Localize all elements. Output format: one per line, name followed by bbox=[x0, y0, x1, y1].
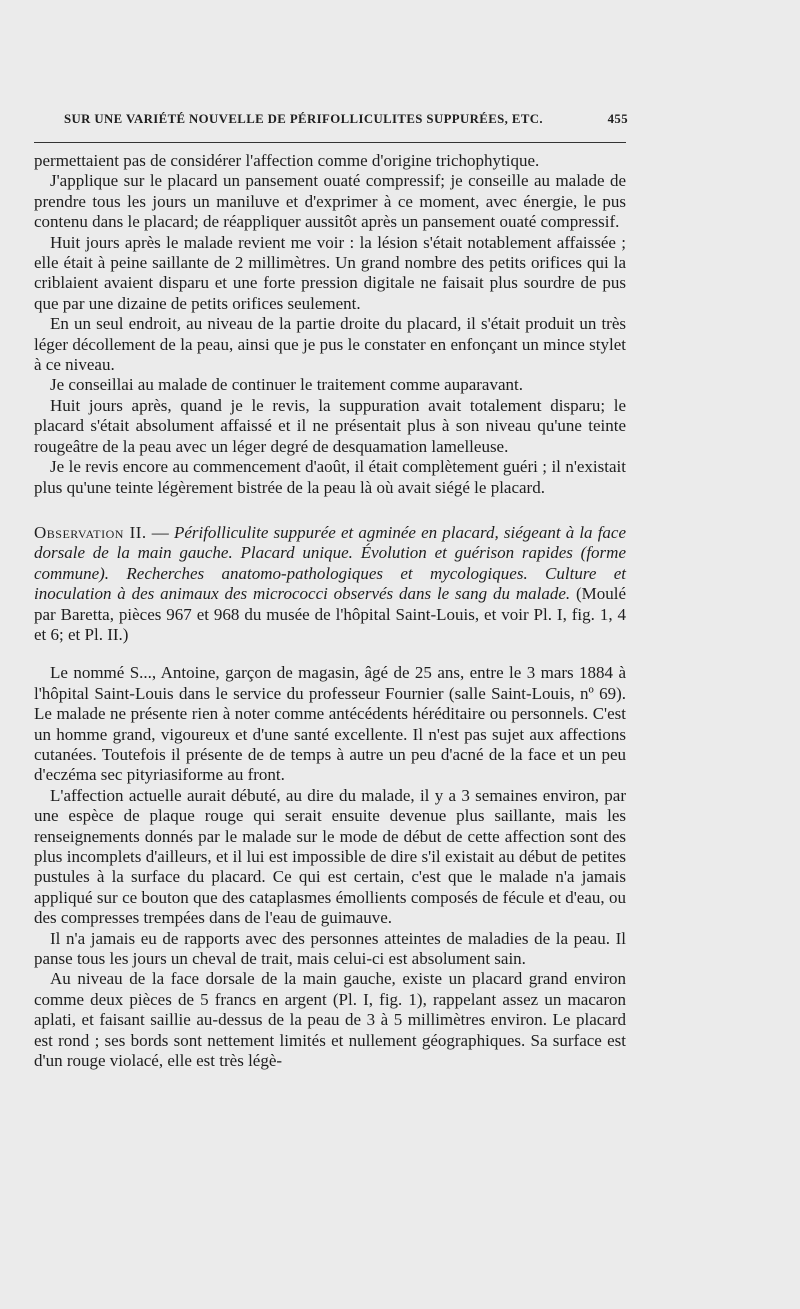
observation-heading bbox=[34, 523, 626, 645]
paragraph-followup-2: Huit jours après, quand je le revis, la suppuration avait totalement disparu; le placard s'était absolument affaissé et il ne présentait plus à son niveau qu'une teinte rougeâtre de la peau avec un léger degré de desquamation lamelleuse. bbox=[34, 395, 626, 456]
section-gap bbox=[34, 498, 626, 523]
running-header bbox=[64, 112, 628, 127]
paragraph-patient: Le nommé S..., Antoine, garçon de magasin, âgé de 25 ans, entre le 3 mars 1884 à l'hôpital Saint-Louis dans le service du professeur Fournier (salle Saint-Louis, nº 69). Le malade ne présente rien à noter comme antécédents héréditaire ou personnels. C'est un homme grand, vigoureux et d'une santé excellente. Il n'est pas sujet aux affections cutanées. Toutefois il présente de de temps à autre un peu d'acné de la face et un peu d'eczéma sec pityriasiforme au front. bbox=[34, 663, 626, 785]
paragraph-contacts: Il n'a jamais eu de rapports avec des personnes atteintes de maladies de la peau. Il panse tous les jours un cheval de trait, mais celui-ci est absolument sain. bbox=[34, 928, 626, 969]
paragraph-followup-1: Huit jours après le malade revient me voir : la lésion s'était notablement affaissée ; elle était à peine saillante de 2 millimètres. Un grand nombre des petits orifices qui la criblaient avaient disparu et une forte pression digitale ne faisait plus sourdre de pus que par une dizaine de petits orifices seulement. bbox=[34, 232, 626, 313]
header-rule bbox=[34, 142, 626, 143]
paragraph-treatment: J'applique sur le placard un pansement ouaté compressif; je conseille au malade de prendre tous les jours un maniluve et d'exprimer à ce moment, avec énergie, le pus contenu dans le placard; de réappliquer aussitôt après un pansement ouaté compressif. bbox=[34, 171, 626, 232]
section-gap bbox=[34, 645, 626, 663]
paragraph-healed: Je le revis encore au commencement d'août, il était complètement guéri ; il n'existait plus qu'une teinte légèrement bistrée de la peau là où avait siégé le placard. bbox=[34, 457, 626, 497]
observation-note: (Moulé par Baretta, pièces 967 et 968 du musée de l'hôpital Saint-Louis, et voir Pl. I, fig. 1, 4 et 6; et Pl. II.) bbox=[34, 584, 627, 644]
paragraph-history: L'affection actuelle aurait débuté, au dire du malade, il y a 3 semaines environ, par une espèce de plaque rouge qui serait ensuite devenue plus saillante, mais les renseignements donnés par le malade sur le mode de début de cette affection sont des plus incomplets d'ailleurs, et il lui est impossible de dire s'il existait au début de petites pustules à la surface du placard. Ce qui est certain, c'est que le malade n'a jamais appliqué sur ce bouton que des cataplasmes émollients composés de fécule et d'eau, ou des compresses trempées dans de l'eau de guimauve. bbox=[34, 785, 626, 928]
observation-label: Observation II. bbox=[34, 522, 147, 542]
paragraph-continuation: permettaient pas de considérer l'affection comme d'origine trichophytique. bbox=[34, 151, 540, 170]
page-number: 455 bbox=[607, 112, 628, 126]
paragraph-continue-treatment: Je conseillai au malade de continuer le traitement comme auparavant. bbox=[50, 375, 523, 395]
paragraph-examination: Au niveau de la face dorsale de la main gauche, existe un placard grand environ comme deux pièces de 5 francs en argent (Pl. I, fig. 1), rappelant assez un macaron aplati, et faisant saillie au-dessus de la peau de 3 à 5 millimètres environ. Le placard est rond ; ses bords sont nettement limités et nullement géographiques. Sa surface est d'un rouge violacé, elle est très légè- bbox=[34, 969, 626, 1071]
observation-dash: — bbox=[146, 522, 174, 542]
paragraph-decollement: En un seul endroit, au niveau de la partie droite du placard, il s'était produit un très léger décollement de la peau, ainsi que je pus le constater en enfonçant un mince stylet à ce niveau. bbox=[34, 314, 626, 375]
page-body bbox=[34, 151, 626, 1071]
observation-title: Périfolliculite suppurée et agminée en placard, siégeant à la face dorsale de la main gauche. Placard unique. Évolution et guérison rapides (forme commune). Recherches anatomo-pathologiques et mycologiques. Culture et inoculation à des animaux des micrococci observés dans le sang du malade. bbox=[34, 522, 627, 604]
running-title: SUR UNE VARIÉTÉ NOUVELLE DE PÉRIFOLLICULITES SUPPURÉES, ETC. bbox=[64, 112, 543, 126]
